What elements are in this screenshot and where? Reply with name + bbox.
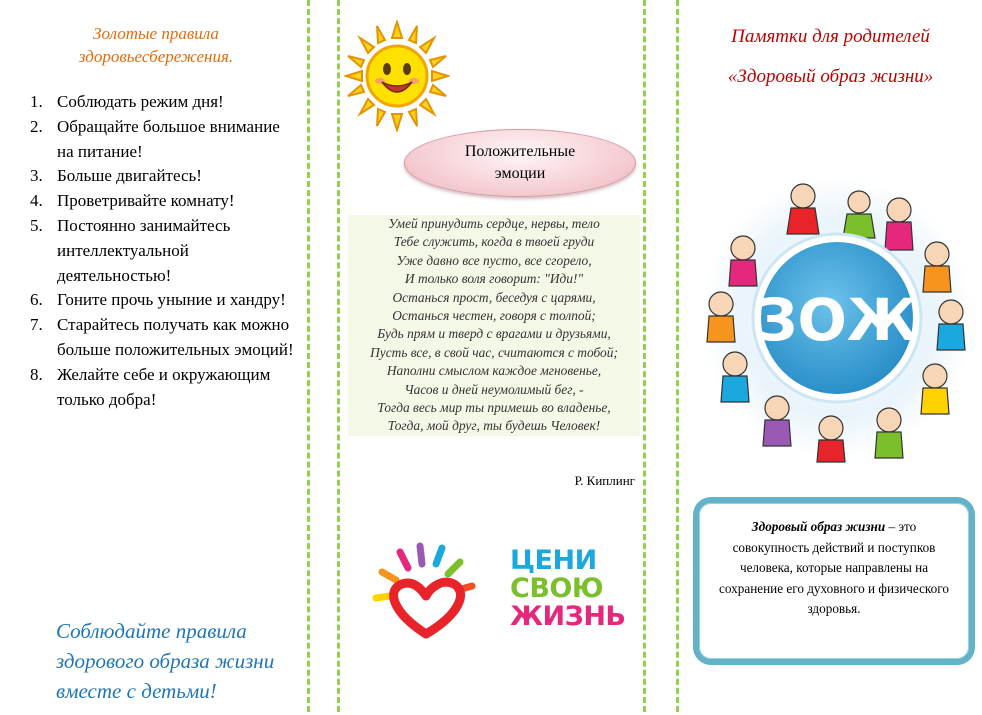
logo-line: ЦЕНИ [510, 545, 597, 576]
positive-emotions-badge [404, 129, 636, 197]
poem [348, 215, 640, 436]
logo-line: ЖИЗНЬ [510, 601, 626, 632]
poem-line: Тогда, мой друг, ты будешь Человек! [348, 417, 640, 435]
panel-left [0, 0, 310, 712]
panel-middle [337, 0, 646, 712]
definition-text: – это совокупность действий и поступков человека, которые направлены на сохранение его духовного и физического здоровья. [719, 519, 949, 616]
poem-line: Умей принудить сердце, нервы, тело [348, 215, 640, 233]
poem-line: Уже давно все пусто, все сгорело, [348, 252, 640, 270]
list-item: 6. Гоните прочь уныние и хандру! [30, 290, 286, 310]
slogan: Соблюдайте правила здорового образа жизни вместе с детьми! [56, 619, 275, 703]
poem-line: Останься прост, беседуя с царями, [348, 289, 640, 307]
poem-line: Останься честен, говоря с толпой; [348, 307, 640, 325]
rules-list [30, 90, 300, 412]
value-your-life-logo [510, 547, 626, 631]
zozh-label: ЗОЖ [756, 286, 918, 354]
poem-line: Пусть все, в свой час, считаются с тобой; [348, 344, 640, 362]
list-item: 4. Проветривайте комнату! [30, 191, 235, 211]
sun-icon [344, 20, 450, 132]
poem-line: Будь прям и тверд с врагами и друзьями, [348, 325, 640, 343]
logo-line: СВОЮ [510, 573, 604, 604]
definition-box [693, 497, 975, 665]
list-item: 5. Постоянно занимайтесь интеллектуальной деятельностью! [30, 215, 231, 285]
list-item: 8. Желайте себе и окружающим только добра! [30, 364, 271, 409]
poem-line: Наполни смыслом каждое мгновенье, [348, 362, 640, 380]
list-item: 7. Старайтесь получать как можно больше положительных эмоций! [30, 315, 294, 359]
list-item: 3. Больше двигайтесь! [30, 166, 202, 186]
golden-rules-heading: Золотые правила здоровьесбережения. [78, 24, 234, 66]
zozh-globe-illustration [699, 172, 975, 464]
poem-line: Часов и дней неумолимый бег, - [348, 381, 640, 399]
heart-logo-icon [372, 542, 480, 642]
brochure-title: Памятки для родителей [731, 26, 930, 47]
brochure-subtitle: «Здоровый образ жизни» [727, 66, 934, 87]
poem-author: Р. Киплинг [574, 473, 635, 488]
poem-line: И только воля говорит: "Иди!" [348, 270, 640, 288]
list-item: 2. Обращайте большое внимание на питание! [30, 116, 280, 161]
panel-right [676, 0, 982, 712]
positive-emotions-label: Положительные эмоции [464, 143, 576, 182]
definition-term: Здоровый образ жизни [751, 519, 886, 534]
list-item: 1. Соблюдать режим дня! [30, 92, 224, 111]
poem-line: Тогда весь мир ты примешь во владенье, [348, 399, 640, 417]
poem-line: Тебе служить, когда в твоей груди [348, 233, 640, 251]
